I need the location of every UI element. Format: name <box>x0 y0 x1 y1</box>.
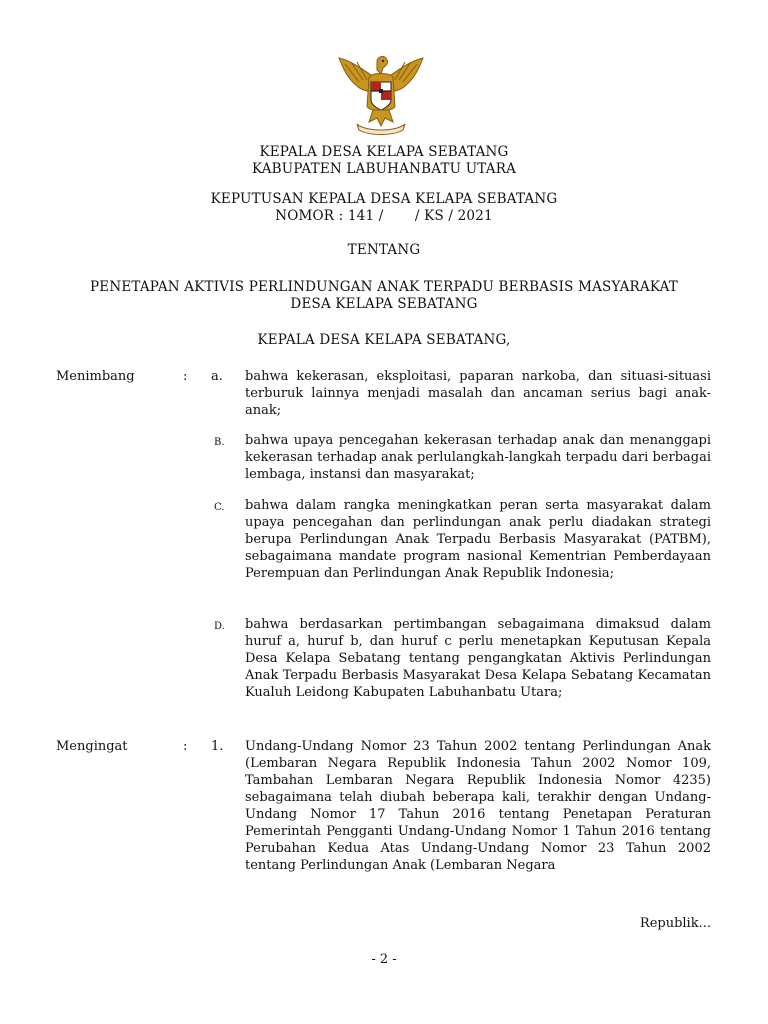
considering-marker-c: C. <box>214 502 225 513</box>
considering-marker-a: a. <box>211 369 223 384</box>
about-heading: TENTANG <box>347 242 421 258</box>
catchword: Republik... <box>639 916 711 931</box>
considering-colon: : <box>183 369 188 384</box>
remembering-item-1: Undang-Undang Nomor 23 Tahun 2002 tentang Perlindungan Anak (Lembaran Negara Republik Indonesia Tahun 2002 Nomor 109, Tambahan Lembaran Negara Republik Indonesia Nomor 4235) sebagaimana telah diubah beberapa kali, terakhir dengan Undang-Undang Nomor 17 Tahun 2016 tentang Penetapan Peraturan Pemerintah Pengganti Undang-Undang Nomor 1 Tahun 2016 tentang Perubahan Kedua Atas Undang-Undang Nomor 23 Tahun 2002 tentang Perlindungan Anak (Lembaran Negara <box>245 739 711 873</box>
subject-line-1: PENETAPAN AKTIVIS PERLINDUNGAN ANAK TERPADU BERBASIS MASYARAKAT <box>89 279 678 295</box>
issuer-heading: KEPALA DESA KELAPA SEBATANG <box>259 144 509 160</box>
remembering-marker-1: 1. <box>211 739 224 754</box>
considering-item-a: bahwa kekerasan, eksploitasi, paparan narkoba, dan situasi-situasi terburuk lainnya menjadi masalah dan ancaman serius bagi anak-anak; <box>245 369 711 418</box>
decree-number: NOMOR : 141 / / KS / 2021 <box>275 208 493 224</box>
remembering-label: Mengingat <box>56 739 128 754</box>
considering-marker-b: B. <box>214 437 225 448</box>
considering-item-b: bahwa upaya pencegahan kekerasan terhadap anak dan menanggapi kekerasan terhadap anak perlulangkah-langkah terpadu dari berbagai lembaga, instansi dan masyarakat; <box>245 433 711 482</box>
considering-item-c: bahwa dalam rangka meningkatkan peran serta masyarakat dalam upaya pencegahan dan perlindungan anak perlu diadakan strategi berupa Perlindungan Anak Terpadu Berbasis Masyarakat (PATBM), sebagaimana mandate program nasional Kementrian Pemberdayaan Perempuan dan Perlindungan Anak Republik Indonesia; <box>245 498 711 581</box>
page-number: - 2 - <box>371 952 397 967</box>
considering-item-d: bahwa berdasarkan pertimbangan sebagaimana dimaksud dalam huruf a, huruf b, dan huruf c perlu menetapkan Keputusan Kepala Desa Kelapa Sebatang tentang pengangkatan Aktivis Perlindungan Anak Terpadu Berbasis Masyarakat Desa Kelapa Sebatang Kecamatan Kualuh Leidong Kabupaten Labuhanbatu Utara; <box>245 617 711 700</box>
issuer-line: KEPALA DESA KELAPA SEBATANG, <box>257 332 511 348</box>
considering-marker-d: D. <box>214 621 225 632</box>
decree-title: KEPUTUSAN KEPALA DESA KELAPA SEBATANG <box>210 191 558 207</box>
regency-heading: KABUPATEN LABUHANBATU UTARA <box>251 161 517 177</box>
remembering-colon: : <box>183 739 188 754</box>
considering-label: Menimbang <box>56 369 135 384</box>
garuda-emblem-icon <box>333 52 429 136</box>
subject-line-2: DESA KELAPA SEBATANG <box>290 296 478 312</box>
